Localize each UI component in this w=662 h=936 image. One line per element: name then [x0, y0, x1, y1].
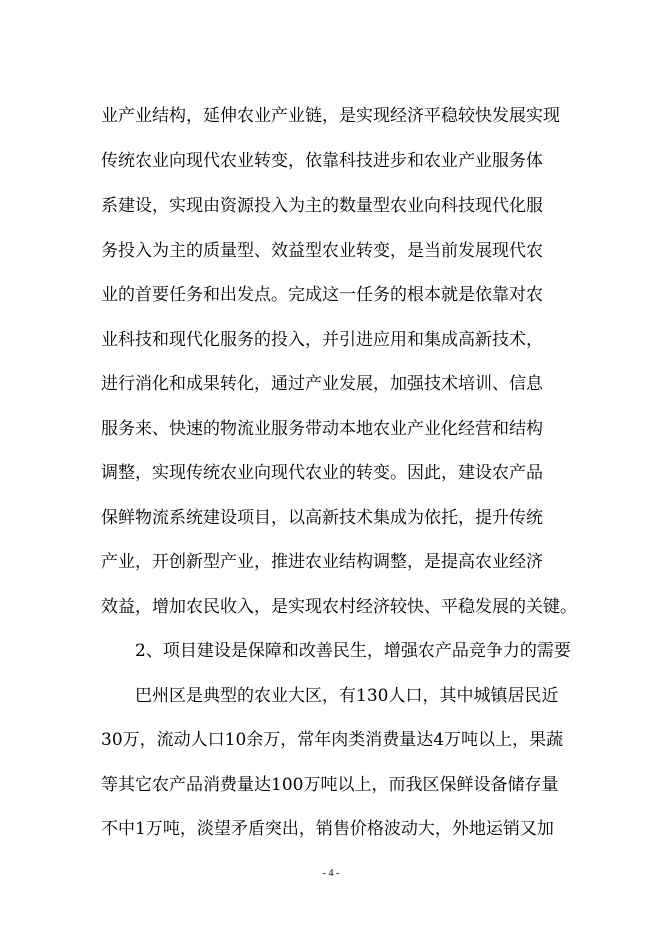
section-heading: 2、项目建设是保障和改善民生，增强农产品竞争力的需要	[135, 641, 571, 661]
body-line-9: 调整，实现传统农业向现代农业的转变。因此，建设农产品	[101, 463, 543, 483]
body-line-6: 业科技和现代化服务的投入，并引进应用和集成高新技术，	[101, 330, 543, 350]
body-line-3: 系建设，实现由资源投入为主的数量型农业向科技现代化服	[101, 196, 543, 216]
body-line-2: 传统农业向现代农业转变，依靠科技进步和农业产业服务体	[101, 151, 543, 171]
body-line-8: 服务来、快速的物流业服务带动本地农业产业化经营和结构	[101, 419, 543, 439]
body-line-15: 30万，流动人口10余万，常年肉类消费量达4万吨以上，果蔬	[101, 730, 564, 750]
body-line-10: 保鲜物流系统建设项目，以高新技术集成为依托，提升传统	[101, 508, 543, 528]
body-line-5: 业的首要任务和出发点。完成这一任务的根本就是依靠对农	[101, 285, 543, 305]
body-line-12: 效益，增加农民收入，是实现农村经济较快、平稳发展的关键。	[101, 597, 577, 617]
body-line-4: 务投入为主的质量型、效益型农业转变，是当前发展现代农	[101, 241, 543, 261]
body-line-1: 业产业结构，延伸农业产业链，是实现经济平稳较快发展实现	[101, 106, 560, 126]
body-line-7: 进行消化和成果转化，通过产业发展，加强技术培训、信息	[101, 374, 543, 394]
body-line-11: 产业，开创新型产业，推进农业结构调整，是提高农业经济	[101, 552, 543, 572]
page-number: - 4 -	[322, 868, 340, 879]
body-line-16: 等其它农产品消费量达100万吨以上，而我区保鲜设备储存量	[101, 775, 559, 795]
body-line-17: 不中1万吨，淡望矛盾突出，销售价格波动大，外地运销又加	[101, 819, 554, 839]
body-line-14: 巴州区是典型的农业大区，有130人口，其中城镇居民近	[135, 686, 559, 706]
